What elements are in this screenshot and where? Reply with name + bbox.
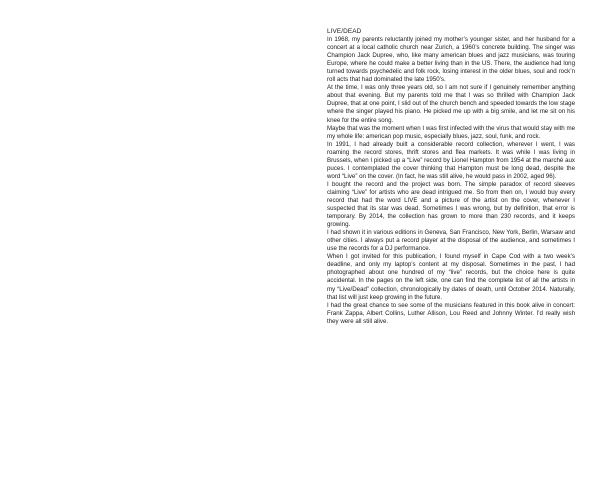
paragraph-8: I had the great chance to see some of the musicians featured in this book alive in concert: Frank Zappa, Albert Collins, Luther Allison, Lou Reed and Johnny Winter. I’d really wish they were all still alive. [327,301,575,325]
article-title: LIVE/DEAD [327,28,362,35]
paragraph-3: Maybe that was the moment when I was first infected with the virus that would stay with me my whole life: american pop music, especially blues, jazz, soul, funk, and rock. [327,124,575,140]
paragraph-5: I bought the record and the project was born. The simple paradox of record sleeves claiming “Live” for artists who are dead intrigued me. So from then on, I would buy every record that had the word LIVE and a picture of the artist on the cover, whenever I suspected that its star was dead. Sometimes I was wrong, but by definition, that error is temporary. By 2014, the collection has grown to more than 230 records, and it keeps growing. [327,180,575,229]
paragraph-2: At the time, I was only three years old, so I am not sure if I genuinely remember anything about that evening. But my parents told me that I was so thrilled with Champion Jack Dupree, that at one point, I slid out of the church bench and speeded towards the low stage where the singer played his piano. He picked me up with a big smile, and let me sit on his knee for the entire song. [327,84,575,124]
paragraph-7: When I got invited for this publication, I found myself in Cape Cod with a two week’s deadline, and only my laptop’s content at my disposal. Sometimes in the past, I had photographed about one hundred of my “live” records, but the choice here is quite accidental. In the pages on the left side, one can find the complete list of all the artists in my “Live/Dead” collection, chronologically by dates of death, until October 2014. Naturally, that list will just keep growing in the future. [327,253,575,301]
right-page [300,0,600,482]
article-text-block [327,28,575,326]
paragraph-4: In 1991, I had already built a considerable record collection, wherever I went, I was roaming the record stores, thrift stores and flea markets. It was while I was living in Brussels, when I picked up a “Live” record by Lionel Hampton from 1954 at the marché aux puces. I contemplated the cover thinking that Hampton must be long dead, despite the word “Live” on the cover. (In fact, he was still alive, he would pass in 2002, aged 96). [327,140,575,180]
paragraph-6: I had shown it in various editions in Geneva, San Francisco, New York, Berlin, Warsaw and other cities. I always put a record player at the disposal of the audience, and sometimes I use the records for a DJ performance. [327,229,575,253]
paragraph-1: In 1968, my parents reluctantly joined my mother’s younger sister, and her husband for a concert at a local catholic church near Zurich, a 1960’s concrete building. The singer was Champion Jack Dupree, who, like many american blues and jazz musicians, was touring Europe, where he could make a better living than in the US. There, the audience had long turned towards psychedelic and folk rock, losing interest in the older blues, soul and rock’n roll acts that had dominated the late 1950’s. [327,36,575,84]
